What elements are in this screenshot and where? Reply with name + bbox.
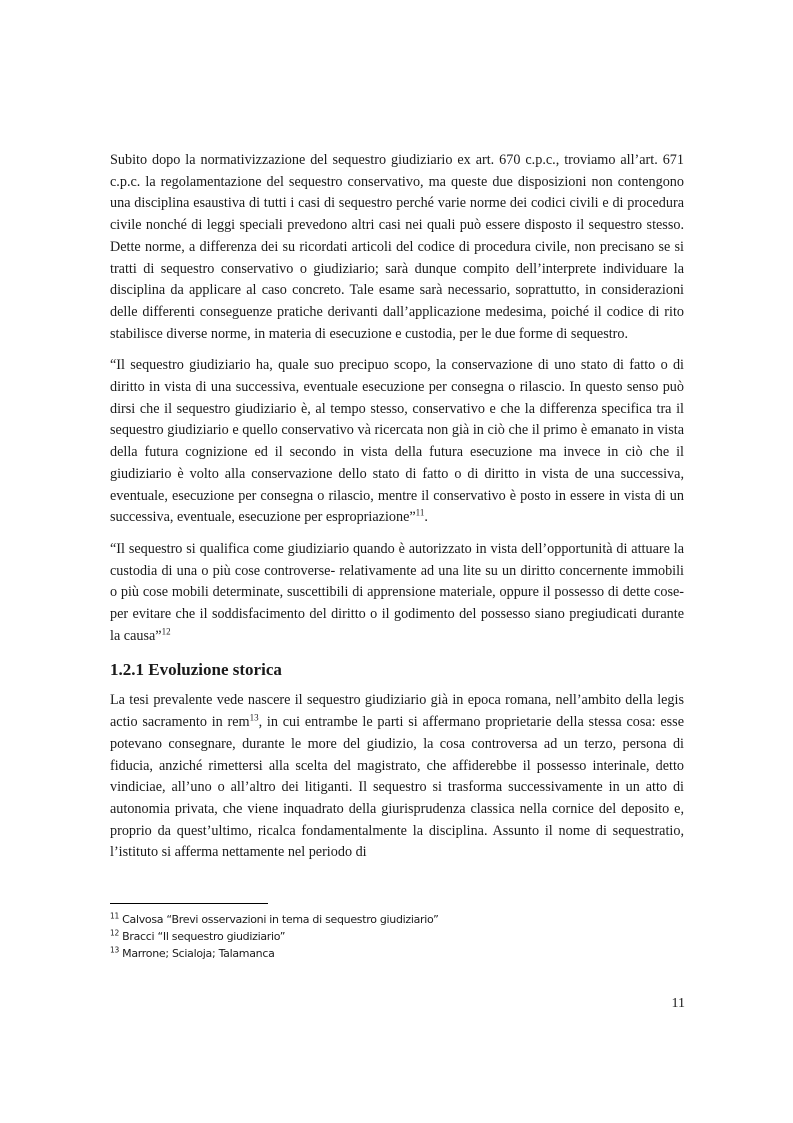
footnotes	[110, 911, 684, 962]
paragraph-4: La tesi prevalente vede nascere il sequestro giudiziario già in epoca romana, nell’ambito della legis actio sacramento in rem$^{13}$, in cui entrambe le parti si affermano proprietarie della stessa cosa: esse potevano consegnare, durante le more del giudizio, la cosa controversa ad un terzo, persona di fiducia, anziché rimettersi alla scelta del magistrato, che affiderebbe il possesso interinale, detto vindiciae, all’uno o all’altro dei litiganti. Il sequestro si trasforma successivamente in un atto di autonomia privata, che viene inquadrato della giurisprudenza classica nella cornice del deposito e, proprio da quest’ultimo, ricalca fondamentalmente la disciplina. Assunto il nome di sequestratio, l’istituto si afferma nettamente nel periodo di	[110, 692, 685, 861]
footnote-ref-12: 12	[161, 626, 171, 637]
paragraph-3-quote: “Il sequestro si qualifica come giudiziario quando è autorizzato in vista dell’opportunità di attuare la custodia di una o più cose controverse- relativamente ad una lite su un diritto concernente immobili o più cose mobili determinate, suscettibili di apprensione materiale, oppure il possesso di dette cose- per evitare che il soddisfacimento del diritto o il godimento del possesso siano pregiudicati durante la causa”$^{12}$	[110, 540, 684, 644]
page-body	[110, 150, 684, 874]
paragraph-1: Subito dopo la normativizzazione del sequestro giudiziario ex art. 670 c.p.c., troviamo all’art. 671 c.p.c. la regolamentazione del sequestro conservativo, ma queste due disposizioni non contengono una disciplina esaustiva di tutti i casi di sequestro perché varie norme dei codici civili e di procedura civile nonché di leggi speciali prevedono altri casi nei quali può essere disposto il sequestro stesso. Dette norme, a differenza dei su ricordati articoli del codice di procedura civile, non precisano se si tratti di sequestro conservativo o giudiziario; sarà dunque compito dell’interprete individuare la disciplina da applicare al caso concreto. Tale esame sarà necessario, soprattutto, in considerazioni delle differenti conseguenze pratiche derivanti dall’applicazione medesima, poiché il codice di rito stabilisce diverse norme, in materia di esecuzione e custodia, per le due forme di sequestro.	[110, 152, 684, 342]
footnote-13: $^{13}$ Marrone; Scialoja; Talamanca	[110, 945, 275, 960]
footnote-ref-11: 11	[415, 507, 425, 518]
footnote-11: $^{11}$ Calvosa “Brevi osservazioni in tema di sequestro giudiziario”	[110, 911, 439, 926]
footnote-ref-13: 13	[249, 712, 259, 723]
footnote-divider	[110, 903, 268, 904]
footnote-12: $^{12}$ Bracci “Il sequestro giudiziario”	[110, 928, 286, 943]
paragraph-2-quote: “Il sequestro giudiziario ha, quale suo precipuo scopo, la conservazione di uno stato di fatto o di diritto in vista di una successiva, eventuale esecuzione per consegna o rilascio. In questo senso può dirsi che il sequestro giudiziario è, al tempo stesso, conservativo e che la differenza specifica tra il sequestro giudiziario e quello conservativo và ricercata non già in ciò che il primo è emanato in vista della futura cognizione ed il secondo in vista della futura esecuzione ma invece in ciò che il giudiziario è volto alla conservazione dello stato di fatto o di diritto in vista de una successiva, eventuale, esecuzione per consegna o rilascio, mentre il conservativo è posto in essere in vista di un successiva, eventuale, esecuzione per espropriazione”$^{11}$.	[110, 357, 684, 526]
section-heading: 1.2.1 Evoluzione storica	[110, 660, 282, 680]
page-number: 11	[671, 996, 685, 1011]
